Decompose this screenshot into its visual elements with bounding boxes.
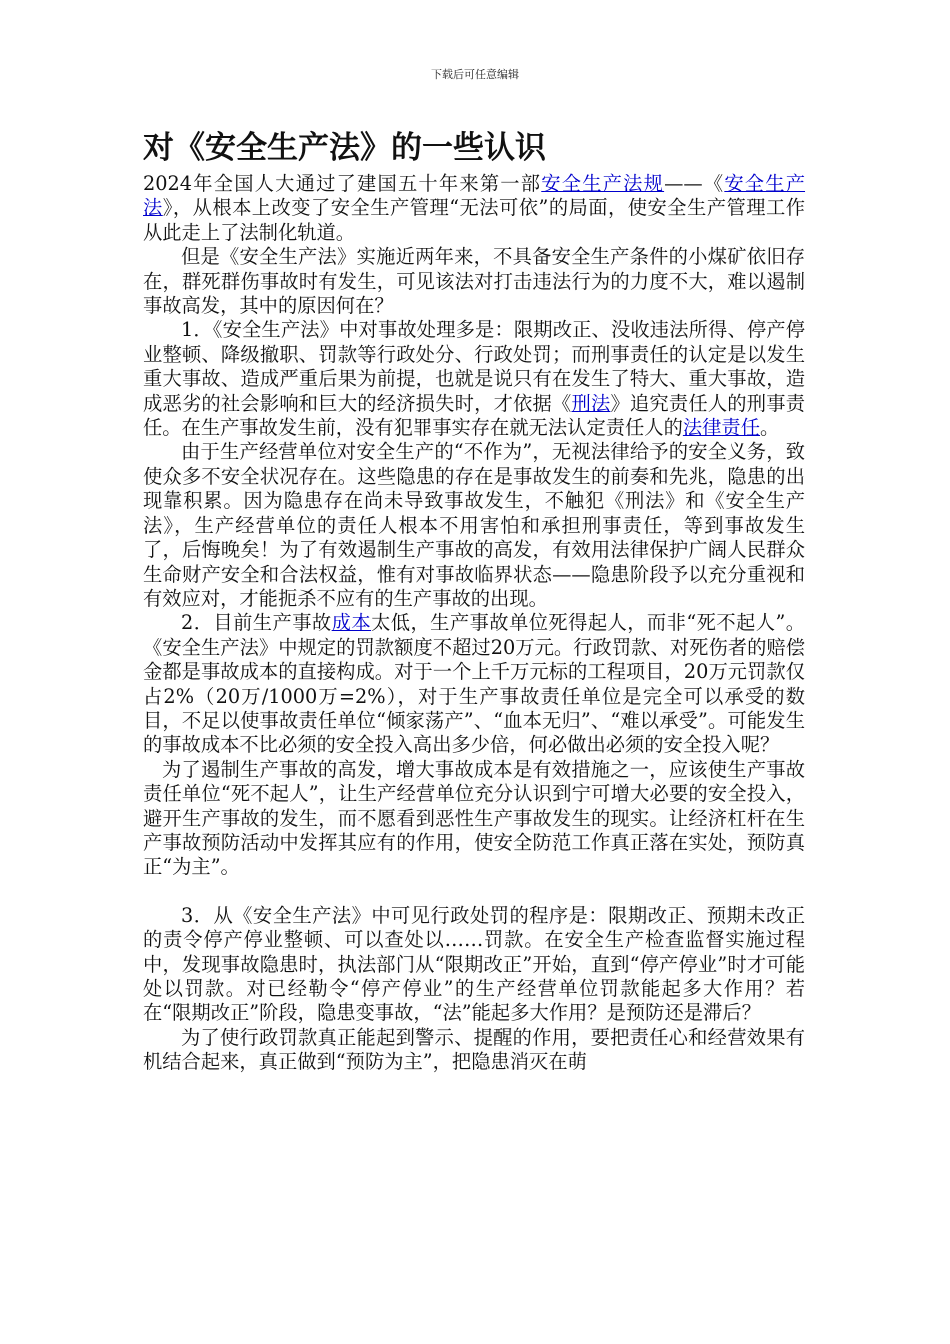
paragraph-text: ——《 bbox=[664, 172, 725, 195]
link-safety-law[interactable]: 安全生产法 bbox=[143, 172, 806, 220]
document-title: 对《安全生产法》的一些认识 bbox=[143, 130, 546, 166]
paragraph-text: 》，从根本上改变了安全生产管理“无法可依”的局面，使安全生产管理工作从此走上了法制化轨道。 bbox=[143, 196, 805, 244]
paragraph-point-3-detail: 为了使行政罚款真正能起到警示、提醒的作用，要把责任心和经营效果有机结合起来，真正做到“预防为主”，把隐患消灭在萌 bbox=[143, 1025, 805, 1074]
link-criminal-law[interactable]: 刑法 bbox=[571, 391, 611, 415]
paragraph-spacer bbox=[143, 880, 805, 904]
paragraph-text: 》追究责任人的刑事责任。在生产事故发生前，没有犯罪事实存在就无法认定责任人的 bbox=[143, 391, 806, 440]
link-cost[interactable]: 成本 bbox=[331, 611, 372, 635]
paragraph-point-2-detail: 为了遏制生产事故的高发，增大事故成本是有效措施之一，应该使生产事故责任单位“死不起人”，让生产经营单位充分认识到宁可增大必要的安全投入，避开生产事故的发生，而不愿看到恶性生产事故发生的现实。让经济杠杆在生产事故预防活动中发挥其应有的作用，使安全防范工作真正落在实处，预防真正“为主”。 bbox=[143, 757, 805, 879]
paragraph-text: 1．《安全生产法》中对事故处理多是：限期改正、没收违法所得、停产停业整顿、降级撤职、罚款等行政处分、行政处罚；而刑事责任的认定是以发生重大事故、造成严重后果为前提，也就是说只有在发生了特大、重大事故，造成恶劣的社会影响和巨大的经济损失时，才依据《 bbox=[143, 318, 805, 415]
paragraph-text: 2．目前生产事故 bbox=[181, 611, 332, 635]
paragraph-point-1 bbox=[143, 318, 805, 440]
document-body bbox=[143, 172, 805, 1075]
paragraph-point-1-detail: 由于生产经营单位对安全生产的“不作为”，无视法律给予的安全义务，致使众多不安全状况存在。这些隐患的存在是事故发生的前奏和先兆，隐患的出现靠积累。因为隐患存在尚未导致事故发生，不触犯《刑法》和《安全生产法》，生产经营单位的责任人根本不用害怕和承担刑事责任，等到事故发生了，后悔晚矣！为了有效遏制生产事故的高发，有效用法律保护广阔人民群众生命财产安全和合法权益，惟有对事故临界状态——隐患阶段予以充分重视和有效应对，才能扼杀不应有的生产事故的出现。 bbox=[143, 440, 805, 610]
page-header: 下载后可任意编辑 bbox=[431, 68, 519, 81]
paragraph-point-3: 3．从《安全生产法》中可见行政处罚的程序是：限期改正、预期未改正的责令停产停业整顿、可以查处以……罚款。在安全生产检查监督实施过程中，发现事故隐患时，执法部门从“限期改正”开始，直到“停产停业”时才可能处以罚款。对已经勒令“停产停业”的生产经营单位罚款能起多大作用？若在“限期改正”阶段，隐患变事故，“法”能起多大作用？是预防还是滞后？ bbox=[143, 903, 805, 1025]
link-legal-liability[interactable]: 法律责任 bbox=[682, 416, 760, 440]
paragraph-intro bbox=[143, 172, 805, 245]
paragraph-point-2 bbox=[143, 611, 805, 757]
paragraph-text: 2024年全国人大通过了建国五十年来第一部 bbox=[143, 172, 542, 195]
paragraph-text: 。 bbox=[760, 416, 780, 440]
paragraph-text: 太低，生产事故单位死得起人，而非“死不起人”。《安全生产法》中规定的罚款额度不超过20万元。行政罚款、对死伤者的赔偿金都是事故成本的直接构成。对于一个上千万元标的工程项目，20万元罚款仅占2%（20万/1000万=2%），对于生产事故责任单位是完全可以承受的数目，不足以使事故责任单位“倾家荡产”、“血本无归”、“难以承受”。可能发生的事故成本不比必须的安全投入高出多少倍，何必做出必须的安全投入呢？ bbox=[143, 611, 806, 757]
paragraph-question: 但是《安全生产法》实施近两年来，不具备安全生产条件的小煤矿依旧存在，群死群伤事故时有发生，可见该法对打击违法行为的力度不大，难以遏制事故高发，其中的原因何在？ bbox=[143, 245, 805, 318]
link-safety-regulations[interactable]: 安全生产法规 bbox=[541, 172, 665, 195]
